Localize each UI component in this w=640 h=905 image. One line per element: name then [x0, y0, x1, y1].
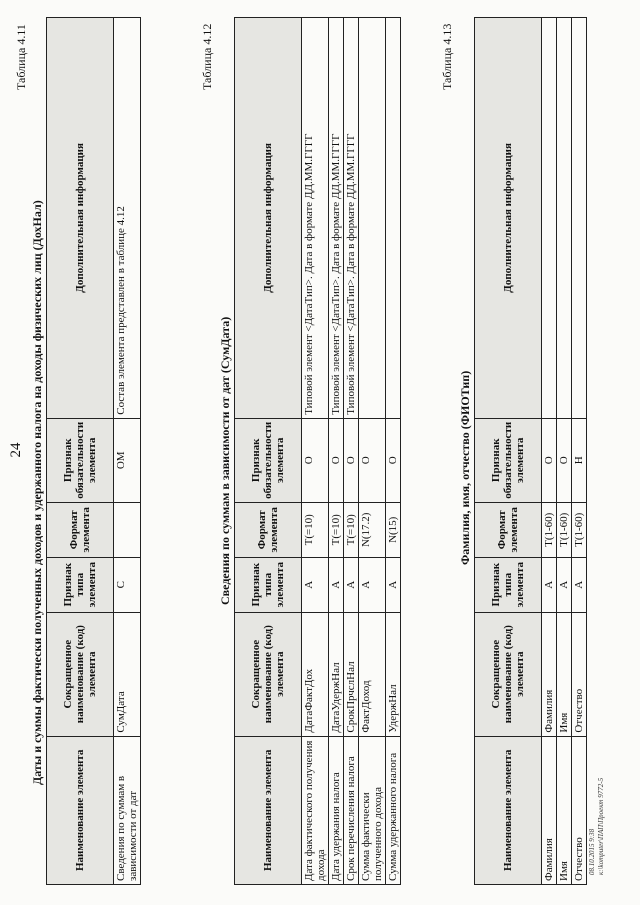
- cell-required: О: [542, 418, 557, 502]
- table-row: [557, 18, 572, 885]
- header-info: Дополнительная информация: [235, 18, 302, 419]
- header-required: Признак обязательности элемента: [47, 418, 114, 502]
- header-format: Формат элемента: [235, 502, 302, 557]
- cell-required: О: [344, 418, 359, 502]
- cell-code: УдержНал: [386, 612, 401, 736]
- cell-format: T(1-60): [557, 502, 572, 557]
- cell-type: А: [386, 557, 401, 612]
- table-4-13-title: Фамилия, имя, отчество (ФИОТип): [458, 370, 472, 565]
- header-required: Признак обязательности элемента: [235, 418, 302, 502]
- cell-info: [557, 18, 572, 419]
- cell-code: Фамилия: [542, 612, 557, 736]
- header-name: Наименование элемента: [475, 736, 542, 884]
- cell-format: N(15): [386, 502, 401, 557]
- cell-type: С: [114, 557, 141, 612]
- footer: [588, 778, 606, 875]
- cell-type: А: [344, 557, 359, 612]
- table-row: [359, 18, 386, 885]
- header-format: Формат элемента: [47, 502, 114, 557]
- table-4-11: [46, 17, 141, 885]
- table-4-11-label: Таблица 4.11: [14, 24, 28, 90]
- header-name: Наименование элемента: [47, 736, 114, 884]
- table-4-11-title: Даты и суммы фактически полученных доходов и удержанного налога на доходы физических лиц (ДохНал): [30, 200, 44, 785]
- cell-name: Дата удержания налога: [329, 736, 344, 884]
- cell-format: T(=10): [302, 502, 329, 557]
- table-row: [302, 18, 329, 885]
- cell-required: О: [386, 418, 401, 502]
- cell-type: А: [359, 557, 386, 612]
- table-4-12-title: Сведения по суммам в зависимости от дат (СумДата): [218, 316, 232, 605]
- header-required: Признак обязательности элемента: [475, 418, 542, 502]
- cell-required: ОМ: [114, 418, 141, 502]
- cell-code: ДатаУдержНал: [329, 612, 344, 736]
- cell-required: О: [557, 418, 572, 502]
- cell-code: ФактДоход: [359, 612, 386, 736]
- table-row: [572, 18, 587, 885]
- table-4-12-label: Таблица 4.12: [200, 23, 214, 90]
- header-info: Дополнительная информация: [47, 18, 114, 419]
- cell-name: Сумма удержанного налога: [386, 736, 401, 884]
- cell-name: Сведения по суммам в зависимости от дат: [114, 736, 141, 884]
- cell-code: СумДата: [114, 612, 141, 736]
- cell-type: А: [302, 557, 329, 612]
- cell-name: Дата фактического получения дохода: [302, 736, 329, 884]
- header-code: Сокращенное наименование (код) элемента: [235, 612, 302, 736]
- table-row: [542, 18, 557, 885]
- page-number: 24: [8, 442, 24, 458]
- cell-info: Состав элемента представлен в таблице 4.12: [114, 18, 141, 419]
- cell-required: Н: [572, 418, 587, 502]
- header-row: [475, 18, 542, 885]
- cell-info: [386, 18, 401, 419]
- cell-code: ДатаФактДох: [302, 612, 329, 736]
- cell-type: А: [542, 557, 557, 612]
- table-row: [329, 18, 344, 885]
- cell-type: А: [329, 557, 344, 612]
- cell-info: [542, 18, 557, 419]
- footer-line-1: 08.10.2015 9:38: [588, 828, 596, 875]
- header-code: Сокращенное наименование (код) элемента: [47, 612, 114, 736]
- cell-type: А: [572, 557, 587, 612]
- cell-info: [572, 18, 587, 419]
- cell-name: Срок перечисления налога: [344, 736, 359, 884]
- header-type: Признак типа элемента: [475, 557, 542, 612]
- cell-info: Типовой элемент <ДатаТип>. Дата в формате ДД.ММ.ГГГГ: [344, 18, 359, 419]
- header-format: Формат элемента: [475, 502, 542, 557]
- cell-type: А: [557, 557, 572, 612]
- cell-name: Сумма фактически полученного дохода: [359, 736, 386, 884]
- cell-info: [359, 18, 386, 419]
- header-type: Признак типа элемента: [235, 557, 302, 612]
- table-4-13-label: Таблица 4.13: [440, 23, 454, 90]
- cell-format: T(=10): [344, 502, 359, 557]
- table-row: [344, 18, 359, 885]
- table-row: [114, 18, 141, 885]
- cell-format: [114, 502, 141, 557]
- cell-info: Типовой элемент <ДатаТип>. Дата в формате ДД.ММ.ГГГГ: [329, 18, 344, 419]
- header-code: Сокращенное наименование (код) элемента: [475, 612, 542, 736]
- cell-name: Отчество: [572, 736, 587, 884]
- header-name: Наименование элемента: [235, 736, 302, 884]
- footer-line-2: к:\komputer\ПАП\Проект 9772-5: [597, 777, 605, 875]
- cell-format: T(1-60): [572, 502, 587, 557]
- header-row: [47, 18, 114, 885]
- header-type: Признак типа элемента: [47, 557, 114, 612]
- cell-required: О: [359, 418, 386, 502]
- cell-format: N(17.2): [359, 502, 386, 557]
- table-4-13: [474, 17, 587, 885]
- cell-format: T(1-60): [542, 502, 557, 557]
- cell-required: О: [302, 418, 329, 502]
- cell-format: T(=10): [329, 502, 344, 557]
- header-info: Дополнительная информация: [475, 18, 542, 419]
- table-row: [386, 18, 401, 885]
- header-row: [235, 18, 302, 885]
- cell-code: Отчество: [572, 612, 587, 736]
- table-4-12: [234, 17, 401, 885]
- cell-code: СрокПрчслНал: [344, 612, 359, 736]
- cell-info: Типовой элемент <ДатаТип>. Дата в формате ДД.ММ.ГГГГ: [302, 18, 329, 419]
- cell-name: Фамилия: [542, 736, 557, 884]
- cell-name: Имя: [557, 736, 572, 884]
- cell-required: О: [329, 418, 344, 502]
- cell-code: Имя: [557, 612, 572, 736]
